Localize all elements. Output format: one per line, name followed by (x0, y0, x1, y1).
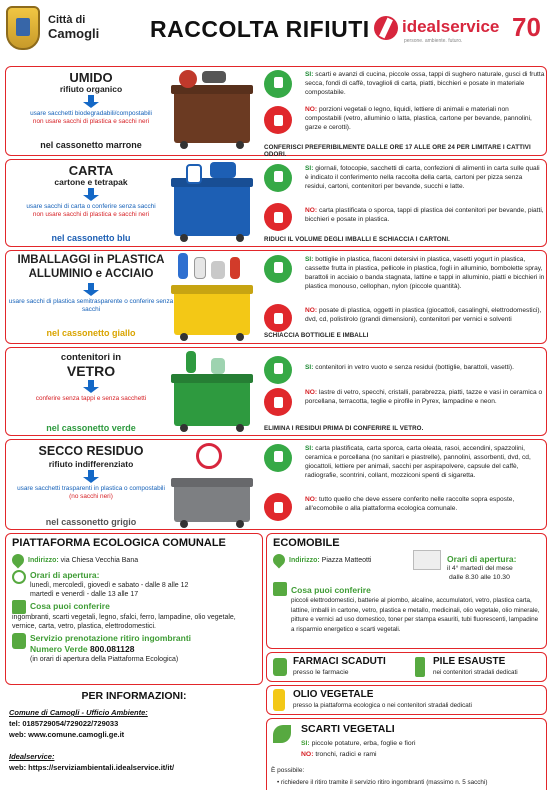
grey-bin-icon (174, 478, 250, 522)
green-bin-icon (174, 374, 250, 426)
oil-bottle-icon (273, 689, 285, 711)
comune-phone: tel: 0185729054/729022/729033 (9, 719, 119, 728)
address-label: Indirizzo: (289, 556, 320, 564)
numero-verde (30, 644, 134, 654)
service-label: Servizio prenotazione ritiro ingombranti (30, 633, 192, 643)
section-note: SCHIACCIA BOTTIGLIE E IMBALLI (264, 332, 369, 339)
thumbs-up-icon (264, 164, 292, 192)
clock-icon (12, 570, 26, 584)
section-note: CONFERISCI PREFERIBILMENTE DALLE ORE 17 ALLE ORE 24 PER LIMITARE I CATTIVI ODORI. (264, 144, 531, 158)
arrow-down-icon (81, 95, 101, 108)
allowed-list: scarti e avanzi di cucina, piccole ossa, tappi di sughero naturale, gusci di frutta secca, fondi di caffè, tovaglioli di carta, piatti, bicchieri e posate in materiale compostabile. (305, 71, 545, 96)
forbidden-list: porzioni vegetali o legno, liquidi, lettiere di animali e materiali non compostabili (vetro, alluminio o latta, plastica, cartone per bevande, pannolini, garze e cerotti). (305, 106, 532, 131)
glass-bottle-icon (186, 351, 196, 373)
bag-instructions: usare sacchi di carta o conferire senza sacchi (26, 203, 156, 210)
scarti-no (301, 751, 377, 758)
si-label: SI: (301, 740, 310, 747)
hours-line2: dalle 8.30 alle 10.30 (449, 574, 510, 581)
spray-icon (230, 257, 240, 279)
section-subtitle: rifiuto organico (59, 84, 123, 94)
idealservice-logo-icon (374, 16, 398, 40)
thumbs-down-icon (264, 493, 292, 521)
address-value: Piazza Matteotti (321, 556, 372, 564)
recycle-icon (12, 600, 26, 614)
piattaforma-address (12, 554, 138, 566)
leaf-icon (273, 725, 291, 743)
location-pin-icon (10, 552, 27, 569)
idealservice-label: Idealservice: (9, 752, 55, 761)
yellow-bin-icon (174, 285, 250, 335)
section-umido (5, 66, 547, 156)
battery-icon (415, 657, 425, 677)
bag-warning: non usare sacchi di plastica e sacchi neri (32, 118, 150, 125)
si-label: SI: (305, 71, 314, 78)
forbidden-list: carta plastificata o sporca, tappi di plastica dei contenitori per bevande, piatti, bicchieri e posate in plastica. (305, 207, 544, 223)
bag-instructions: usare sacchi di plastica semitrasparente o conferire senza sacchi (8, 298, 174, 313)
bag-instructions: usare sacchetti trasparenti in plastica o compostabili (17, 485, 165, 492)
no-label: NO: (305, 496, 318, 503)
forbidden-text (305, 306, 545, 324)
cosa-text: piccoli elettrodomestici, batterie al piombo, alcaline, accumulatori, vetro, plastica carta, lattine, imballi in cartone, vetro, plastica e metallo, medicinali, olio vegetale, olio minerale, pitture e vernici ad uso domestico, toner per stampa esauriti, tubi fluorescenti, lampadine a risparmio energetico e scarti vegetali. (291, 597, 540, 633)
forbidden-list: lastre di vetro, specchi, cristalli, parabrezza, piatti, tazze e vasi in ceramica o porcellana, terracotta, teglie e pirofile in Pyrex, lampadine e neon. (305, 389, 543, 405)
si-label: SI: (305, 256, 314, 263)
medicine-icon (273, 658, 287, 676)
arrow-down-icon (81, 470, 101, 483)
scarti-si-text: piccole potature, erba, foglie e fiori (311, 740, 416, 747)
olio-sub: presso la piattaforma ecologica o nei contenitori stradali dedicati (293, 702, 472, 709)
scarti-item-text: richiedere il ritiro tramite il servizio ritiro ingombranti (massimo n. 5 sacchi) (280, 779, 488, 786)
arrow-down-icon (81, 283, 101, 296)
bag-warning: non usare sacchi di plastica e sacchi neri (32, 211, 150, 218)
section-title: UMIDO (69, 70, 113, 85)
arrow-down-icon (81, 380, 101, 393)
idealservice-website[interactable]: web: https://serviziambientali.idealservice.it/it/ (9, 763, 175, 772)
allowed-list: contenitori in vetro vuoto e senza residui (bottiglie, barattoli, vasetti). (315, 364, 514, 371)
page-title: RACCOLTA RIFIUTI (150, 16, 370, 42)
hours-line2: martedì e venerdì - dalle 13 alle 17 (30, 591, 139, 598)
section-note: ELIMINA I RESIDUI PRIMA DI CONFERIRE IL VETRO. (264, 425, 424, 432)
farmaci-title: FARMACI SCADUTI (293, 656, 386, 667)
cosa-text: ingombranti, scarti vegetali, legno, sfalci, ferro, lampadine, olio vegetale, vernice, carta, vetro, plastica, elettrodomestici. (12, 614, 236, 630)
allowed-text (305, 70, 545, 97)
scarti-no-text: tronchi, radici e rami (315, 751, 377, 758)
thumbs-up-icon (264, 444, 292, 472)
recycle-icon (273, 582, 287, 596)
ecomobile-title: ECOMOBILE (273, 537, 340, 549)
forbidden-text (305, 105, 545, 132)
si-label: SI: (305, 364, 314, 371)
section-title: contenitori in (60, 352, 122, 363)
allowed-list: giornali, fotocopie, sacchetti di carta, confezioni di alimenti in carta sulle quali è indicato il conferimento nella raccolta della carta, cartoni per pizza senza residui, cartoni, contenitori per bevande, succhi e latte. (305, 165, 540, 190)
detergent-icon (194, 257, 206, 279)
allowed-list: bottiglie in plastica, flaconi detersivi in plastica, vasetti yogurt in plastica, cassette frutta in plastica, pellicole in plastica, fogli in alluminio, bombolette spray, barattoli in acciaio o banda stagnata, lattine e tappi in alluminio, piatti e bicchieri in plastica monouso, cellophan, nylon (piccole quantità). (305, 256, 545, 290)
hours-label: Orari di apertura: (447, 554, 517, 564)
scarti-title: SCARTI VEGETALI (301, 723, 395, 735)
section-title: SECCO RESIDUO (38, 444, 144, 458)
olio-title: OLIO VEGETALE (293, 689, 374, 700)
brand-name: idealservice (402, 17, 500, 36)
fishbone-icon (202, 71, 226, 83)
no-recycle-icon (196, 443, 222, 469)
address-label: Indirizzo: (28, 556, 59, 564)
olio-box (266, 685, 547, 715)
info-box (5, 688, 263, 788)
allowed-text (305, 444, 545, 480)
pile-sub: nei contenitori stradali dedicati (433, 669, 518, 676)
allowed-text (305, 255, 545, 291)
si-label: SI: (305, 165, 314, 172)
numero-value: 800.081128 (90, 644, 135, 654)
scarti-item: • richiedere il ritiro tramite il servizio ritiro ingombranti (massimo n. 5 sacchi) (277, 779, 488, 786)
section-secco (5, 439, 547, 530)
city-line1: Città di (48, 14, 86, 26)
thumbs-down-icon (264, 203, 292, 231)
section-subtitle: cartone e tetrapak (54, 177, 128, 187)
jar-icon (211, 358, 225, 374)
info-title: PER INFORMAZIONI: (81, 690, 187, 702)
allowed-text (305, 164, 545, 191)
piattaforma-box (5, 533, 263, 685)
forbidden-text (305, 495, 545, 513)
hours-label: Orari di apertura: (30, 570, 100, 580)
brown-bin-icon (174, 85, 250, 143)
section-plastica (5, 250, 547, 344)
forbidden-text (305, 388, 545, 406)
no-label: NO: (305, 307, 318, 314)
bottle-icon (178, 253, 188, 279)
section-subtitle: VETRO (66, 363, 116, 379)
apple-icon (179, 70, 197, 88)
farmaci-pile-box (266, 652, 547, 682)
allowed-text (305, 363, 545, 372)
city-line2: Camogli (48, 26, 100, 41)
city-name (48, 14, 99, 42)
section-subtitle: ALLUMINIO e ACCIAIO (28, 268, 154, 280)
thumbs-up-icon (264, 356, 292, 384)
header (0, 0, 550, 62)
bin-label: nel cassonetto giallo (46, 328, 136, 338)
thumbs-up-icon (264, 70, 292, 98)
ecomobile-address (273, 554, 371, 566)
pile-title: PILE ESAUSTE (433, 656, 506, 667)
camogli-crest-icon (6, 6, 40, 50)
piattaforma-title: PIATTAFORMA ECOLOGICA COMUNALE (12, 537, 226, 549)
phone-icon (12, 633, 26, 649)
hours-line1: lunedì, mercoledì, giovedì e sabato - dalle 8 alle 12 (30, 582, 189, 589)
allowed-list: carta plastificata, carta sporca, carta oleata, rasoi, accendini, spazzolini, ceramica e porcellana (no sanitari e piastrelle), pannolini, assorbenti, dvd, cd, giocattoli, lettiere per animali, sacchi per aspirapolvere, capsule del caffè, radiografie, scontrini, collant, mozziconi spenti di sigaretta. (305, 445, 531, 479)
comune-label: Comune di Camogli - Ufficio Ambiente: (9, 708, 148, 717)
bag-instructions: usare sacchetti biodegradabili/compostabili (30, 110, 152, 117)
bin-label: nel cassonetto blu (51, 233, 131, 243)
brand-tagline: persone. ambiente. futuro. (404, 38, 463, 44)
bin-label: nel cassonetto verde (46, 423, 136, 433)
scarti-box (266, 718, 547, 790)
thumbs-up-icon (264, 255, 292, 283)
forbidden-list: tutto quello che deve essere conferito nelle raccolte sopra esposte, all'ecomobile o alla piattaforma ecologica comunale. (305, 496, 515, 512)
truck-icon (413, 550, 441, 570)
cosa-label: Cosa puoi conferire (291, 585, 371, 595)
section-title: IMBALLAGGI in PLASTICA (17, 254, 165, 266)
numero-label: Numero Verde (30, 644, 88, 654)
cosa-label: Cosa puoi conferire (30, 601, 110, 611)
box-icon (210, 162, 236, 178)
section-carta (5, 159, 547, 247)
arrow-down-icon (81, 188, 101, 201)
farmaci-sub: presso le farmacie (293, 669, 349, 676)
blue-bin-icon (174, 178, 250, 236)
comune-website[interactable]: web: www.comune.camogli.ge.it (9, 730, 125, 739)
si-label: SI: (305, 445, 314, 452)
forbidden-text (305, 206, 545, 224)
forbidden-list: posate di plastica, oggetti in plastica (giocattoli, casalinghi, elettrodomestici), dvd, cd, polistirolo (grandi dimensioni), contenitori per vernici e solventi (305, 307, 542, 323)
no-label: NO: (301, 751, 314, 758)
scarti-possibile: È possibile: (271, 767, 305, 774)
paper-icon (186, 164, 202, 184)
bin-label: nel cassonetto marrone (40, 140, 142, 150)
address-value: via Chiesa Vecchia Bana (60, 556, 139, 564)
anniversary-badge: 70 (512, 12, 541, 42)
numero-note: (in orari di apertura della Piattaforma Ecologica) (30, 656, 179, 663)
section-vetro (5, 347, 547, 436)
no-label: NO: (305, 106, 318, 113)
can-icon (211, 261, 225, 279)
scarti-si (301, 740, 415, 747)
bag-warning: (no sacchi neri) (69, 493, 113, 500)
section-note: RIDUCI IL VOLUME DEGLI IMBALLI E SCHIACCIA I CARTONI. (264, 236, 450, 243)
section-subtitle: rifiuto indifferenziato (48, 459, 134, 469)
section-title: CARTA (68, 163, 114, 178)
thumbs-down-icon (264, 304, 292, 332)
no-label: NO: (305, 207, 318, 214)
ecomobile-box (266, 533, 547, 649)
bag-warning: conferire senza tappi e senza sacchetti (35, 395, 147, 402)
thumbs-down-icon (264, 106, 292, 134)
thumbs-down-icon (264, 388, 292, 416)
hours-line1: il 4° martedì del mese (447, 565, 513, 572)
no-label: NO: (305, 389, 318, 396)
bin-label: nel cassonetto grigio (45, 517, 137, 527)
location-pin-icon (271, 552, 288, 569)
